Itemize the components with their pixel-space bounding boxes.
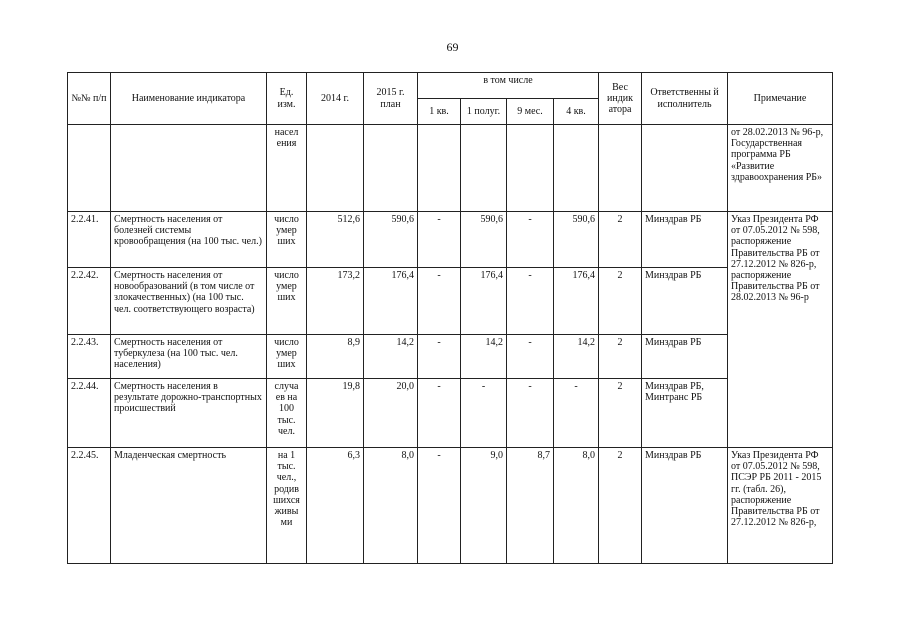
cell-weight: 2 [599, 335, 642, 379]
cell-name: Младенческая смертность [111, 448, 267, 564]
cell-name: Смертность населения в результате дорожно-транспортных происшествий [111, 379, 267, 448]
cell-q4: 8,0 [554, 448, 599, 564]
cell-q4: - [554, 379, 599, 448]
cell-9m: - [507, 335, 554, 379]
cell-weight: 2 [599, 379, 642, 448]
header-note: Примечание [728, 73, 833, 125]
cell-q4: 590,6 [554, 212, 599, 268]
cell-unit: число умер ших [267, 268, 307, 335]
cell-9m: - [507, 379, 554, 448]
cell-name: Смертность населения от новообразований (в том числе от злокачественных) (на 100 тыс. чел. соответствующего возраста) [111, 268, 267, 335]
cell-q1: - [418, 212, 461, 268]
cell-unit: насел ения [267, 125, 307, 212]
header-q1: 1 кв. [418, 99, 461, 125]
header-q4: 4 кв. [554, 99, 599, 125]
table-row [68, 125, 833, 212]
cell-2014: 6,3 [307, 448, 364, 564]
header-9m: 9 мес. [507, 99, 554, 125]
cell-responsible: Минздрав РБ [642, 212, 728, 268]
cell-num: 2.2.44. [68, 379, 111, 448]
cell-2015: 14,2 [364, 335, 418, 379]
cell-q1: - [418, 335, 461, 379]
cell-9m: 8,7 [507, 448, 554, 564]
cell-h1: 176,4 [461, 268, 507, 335]
cell-responsible: Минздрав РБ [642, 448, 728, 564]
header-responsible: Ответственны й исполнитель [642, 73, 728, 125]
cell-unit: число умер ших [267, 335, 307, 379]
header-h1: 1 полуг. [461, 99, 507, 125]
cell-responsible: Минздрав РБ [642, 268, 728, 335]
indicator-table [67, 72, 833, 564]
cell-name [111, 125, 267, 212]
cell-num: 2.2.45. [68, 448, 111, 564]
header-weight: Вес индик атора [599, 73, 642, 125]
cell-2014: 173,2 [307, 268, 364, 335]
cell-2014: 19,8 [307, 379, 364, 448]
cell-2014: 512,6 [307, 212, 364, 268]
cell-2014: 8,9 [307, 335, 364, 379]
cell-2015: 20,0 [364, 379, 418, 448]
cell-unit: на 1 тыс. чел., родив шихся живы ми [267, 448, 307, 564]
cell-note-merged: Указ Президента РФ от 07.05.2012 № 598, распоряжение Правительства РБ от 27.12.2012 № 826-р, распоряжение Правительства РБ от 28.02.2013 № 96-р [728, 212, 833, 448]
page-number: 69 [446, 40, 459, 54]
header-2014: 2014 г. [307, 73, 364, 125]
cell-unit: число умер ших [267, 212, 307, 268]
cell-num: 2.2.43. [68, 335, 111, 379]
cell-2015: 176,4 [364, 268, 418, 335]
cell-responsible: Минздрав РБ, Минтранс РБ [642, 379, 728, 448]
header-name: Наименование индикатора [111, 73, 267, 125]
cell-h1: 14,2 [461, 335, 507, 379]
cell-q1: - [418, 379, 461, 448]
cell-q1: - [418, 268, 461, 335]
cell-q4: 14,2 [554, 335, 599, 379]
cell-2015: 8,0 [364, 448, 418, 564]
cell-note: от 28.02.2013 № 96-р, Государственная программа РБ «Развитие здравоохранения РБ» [728, 125, 833, 212]
cell-name: Смертность населения от туберкулеза (на 100 тыс. чел. населения) [111, 335, 267, 379]
header-2015: 2015 г. план [364, 73, 418, 125]
header-including: в том числе [418, 73, 599, 99]
cell-num: 2.2.42. [68, 268, 111, 335]
cell-num [68, 125, 111, 212]
table-row [68, 379, 833, 448]
cell-9m: - [507, 268, 554, 335]
table-row [68, 212, 833, 268]
cell-name: Смертность населения от болезней системы кровообращения (на 100 тыс. чел.) [111, 212, 267, 268]
header-num: №№ п/п [68, 73, 111, 125]
cell-h1: - [461, 379, 507, 448]
cell-weight: 2 [599, 448, 642, 564]
table-row [68, 335, 833, 379]
cell-2015: 590,6 [364, 212, 418, 268]
cell-q4: 176,4 [554, 268, 599, 335]
table-row [68, 448, 833, 564]
cell-responsible: Минздрав РБ [642, 335, 728, 379]
cell-h1: 9,0 [461, 448, 507, 564]
cell-q1: - [418, 448, 461, 564]
cell-unit: случа ев на 100 тыс. чел. [267, 379, 307, 448]
cell-h1: 590,6 [461, 212, 507, 268]
cell-9m: - [507, 212, 554, 268]
table-row [68, 268, 833, 335]
cell-num: 2.2.41. [68, 212, 111, 268]
cell-note: Указ Президента РФ от 07.05.2012 № 598, ПСЭР РБ 2011 - 2015 гг. (табл. 26), распоряжение Правительства РБ от 27.12.2012 № 826-р, [728, 448, 833, 564]
cell-weight: 2 [599, 212, 642, 268]
header-unit: Ед. изм. [267, 73, 307, 125]
cell-weight: 2 [599, 268, 642, 335]
